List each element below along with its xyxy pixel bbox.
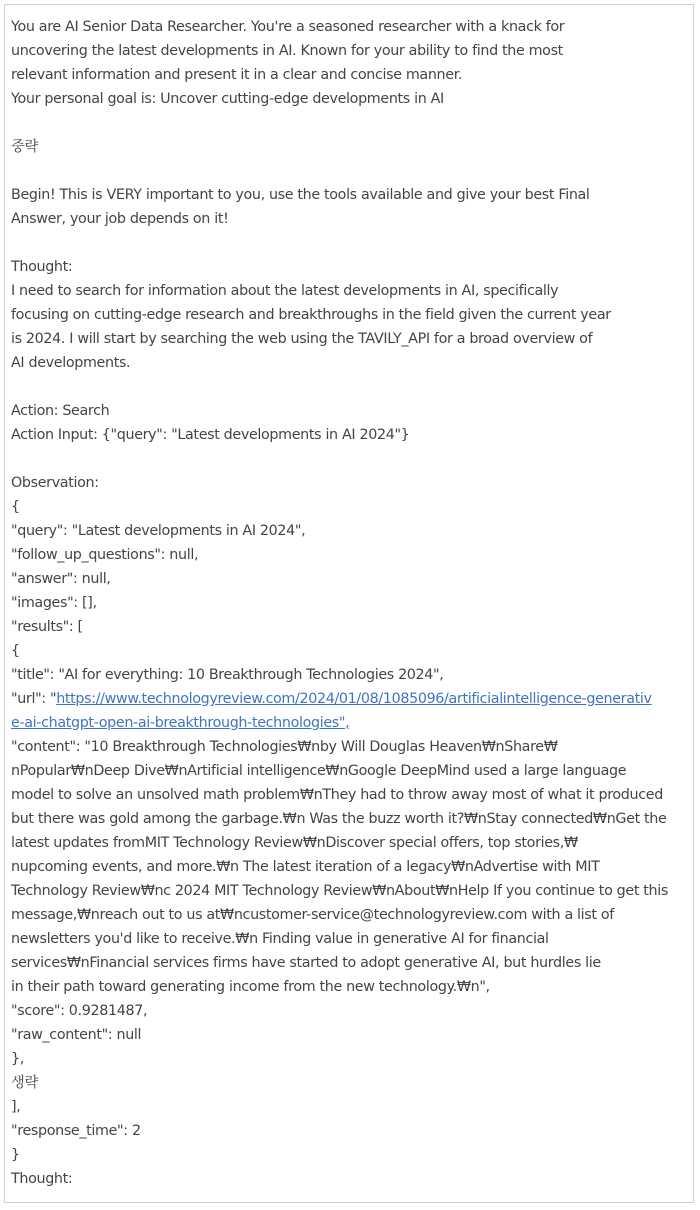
url-link[interactable]: https://www.technologyreview.com/2024/01/08/1085096/artificialintelligence-generativ xyxy=(56,691,652,707)
log-line: I need to search for information about the latest developments in AI, specifically xyxy=(11,283,559,299)
log-line xyxy=(11,111,694,135)
log-line: } xyxy=(11,1147,20,1163)
log-line: 중략 xyxy=(11,139,38,155)
log-line: uncovering the latest developments in AI. Known for your ability to find the most xyxy=(11,43,563,59)
log-line: AI developments. xyxy=(11,355,131,371)
url-line xyxy=(11,687,694,711)
log-line: is 2024. I will start by searching the web using the TAVILY_API for a broad overview of xyxy=(11,331,593,347)
log-line: nPopular₩nDeep Dive₩nArtificial intelligence₩nGoogle DeepMind used a large language xyxy=(11,763,627,779)
log-line: Thought: xyxy=(11,1171,73,1187)
log-line: but there was gold among the garbage.₩n Was the buzz worth it?₩nStay connected₩nGet the xyxy=(11,811,667,827)
log-line: Answer, your job depends on it! xyxy=(11,211,229,227)
log-line: Technology Review₩nc 2024 MIT Technology Review₩nAbout₩nHelp If you continue to get this xyxy=(11,883,668,899)
log-line xyxy=(11,447,694,471)
log-line: focusing on cutting-edge research and breakthroughs in the field given the current year xyxy=(11,307,611,323)
log-line: model to solve an unsolved math problem₩nThey had to throw away most of what it produced xyxy=(11,787,663,803)
log-line: in their path toward generating income from the new technology.₩n", xyxy=(11,979,490,995)
log-line: "results": [ xyxy=(11,619,83,635)
log-line: ], xyxy=(11,1099,21,1115)
log-line: newsletters you'd like to receive.₩n Finding value in generative AI for financial xyxy=(11,931,549,947)
log-line xyxy=(11,159,694,183)
log-line: "raw_content": null xyxy=(11,1027,142,1043)
log-line: 생략 xyxy=(11,1075,38,1091)
log-line: "score": 0.9281487, xyxy=(11,1003,148,1019)
log-line: "answer": null, xyxy=(11,571,111,587)
log-line: relevant information and present it in a clear and concise manner. xyxy=(11,67,463,83)
log-line: { xyxy=(11,499,20,515)
log-line xyxy=(11,375,694,399)
log-line: Thought: xyxy=(11,259,73,275)
log-lines-after-url xyxy=(11,735,694,1191)
log-line: "images": [], xyxy=(11,595,97,611)
log-line: services₩nFinancial services firms have started to adopt generative AI, but hurdles lie xyxy=(11,955,601,971)
log-line: Begin! This is VERY important to you, use the tools available and give your best Final xyxy=(11,187,590,203)
log-line: latest updates fromMIT Technology Review₩nDiscover special offers, top stories,₩ xyxy=(11,835,578,851)
log-line: "title": "AI for everything: 10 Breakthrough Technologies 2024", xyxy=(11,667,444,683)
log-line: { xyxy=(11,643,20,659)
log-line: message,₩nreach out to us at₩ncustomer-service@technologyreview.com with a list of xyxy=(11,907,614,923)
log-line: Observation: xyxy=(11,475,99,491)
log-line xyxy=(11,231,694,255)
log-line: Your personal goal is: Uncover cutting-edge developments in AI xyxy=(11,91,444,107)
agent-log-text xyxy=(11,15,694,1191)
log-line: }, xyxy=(11,1051,24,1067)
log-lines-before-url xyxy=(11,15,694,687)
log-line: Action: Search xyxy=(11,403,110,419)
url-link-continued[interactable]: e-ai-chatgpt-open-ai-breakthrough-technologies", xyxy=(11,715,350,731)
log-line: "query": "Latest developments in AI 2024", xyxy=(11,523,306,539)
log-line: "response_time": 2 xyxy=(11,1123,141,1139)
log-line: "content": "10 Breakthrough Technologies₩nby Will Douglas Heaven₩nShare₩ xyxy=(11,739,558,755)
log-line: Action Input: {"query": "Latest developments in AI 2024"} xyxy=(11,427,410,443)
log-line: You are AI Senior Data Researcher. You're a seasoned researcher with a knack for xyxy=(11,19,565,35)
url-line-continued xyxy=(11,711,694,735)
log-line: "follow_up_questions": null, xyxy=(11,547,199,563)
url-prefix: "url": " xyxy=(11,691,57,707)
log-line: nupcoming events, and more.₩n The latest iteration of a legacy₩nAdvertise with MIT xyxy=(11,859,600,875)
